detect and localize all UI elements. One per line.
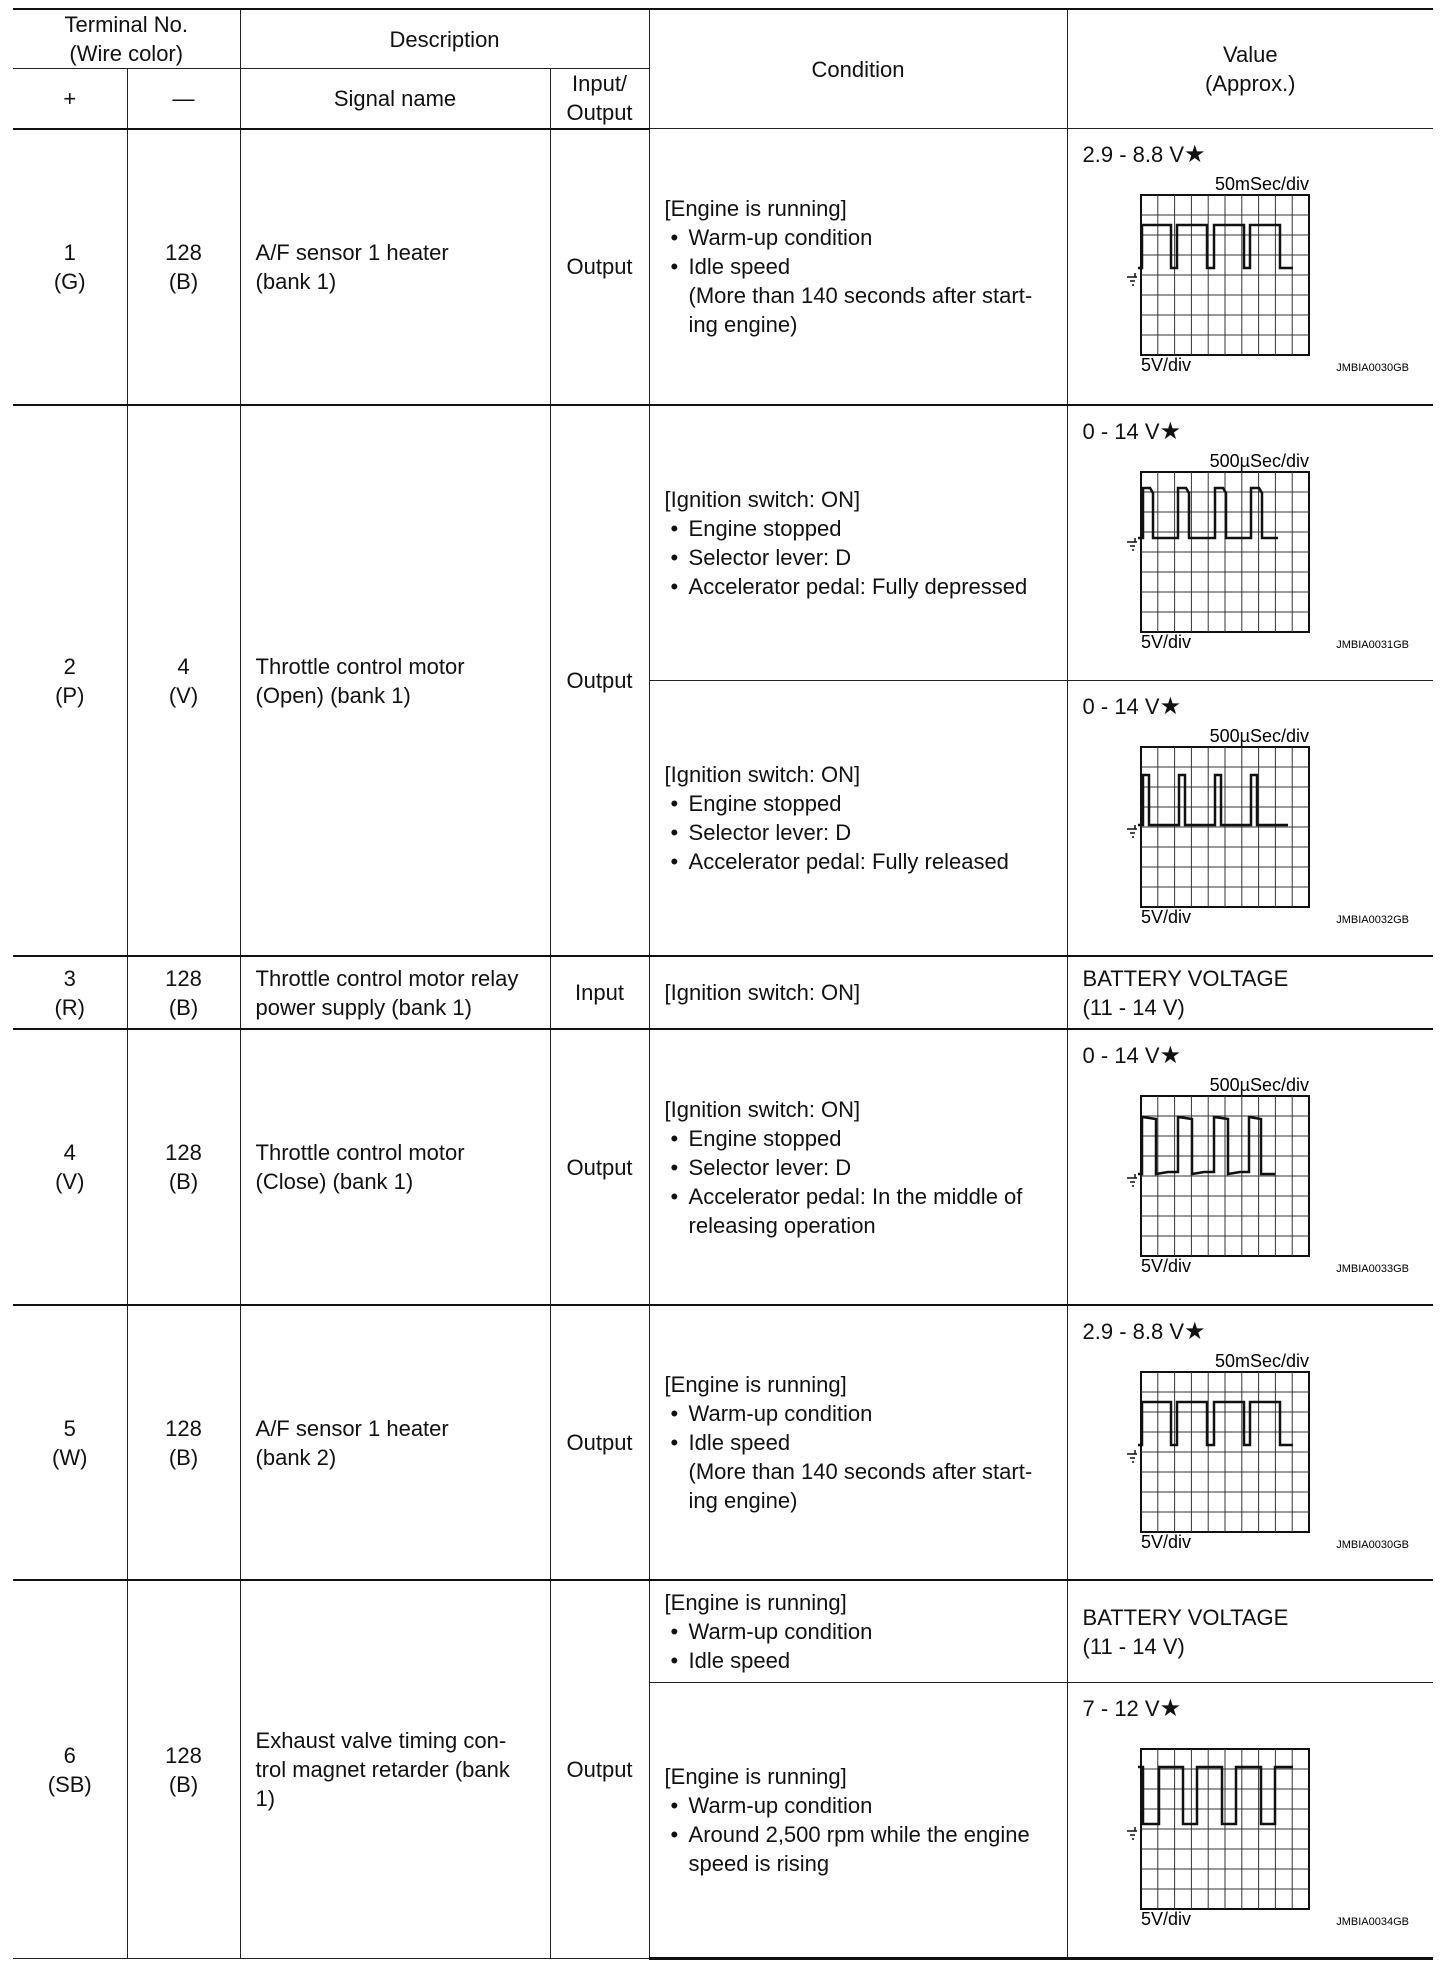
waveform-trace <box>1138 1117 1275 1174</box>
condition-bullet: • Around 2,500 rpm while the engine speed is rising <box>665 1820 1059 1878</box>
oscilloscope-waveform <box>1083 1725 1426 1930</box>
volts-per-div-label: 5V/div <box>1140 1256 1191 1277</box>
terminal-plus: 1 (G) <box>13 129 127 405</box>
condition-bullet: • Selector lever: D <box>665 818 1059 847</box>
signal-name: Exhaust valve timing con- trol magnet retarder (bank 1) <box>240 1580 550 1958</box>
terminal-minus: 128 (B) <box>127 129 240 405</box>
condition: [Ignition switch: ON] • Engine stopped • Selector lever: D • Accelerator pedal: In the middle of releasing operation <box>649 1029 1067 1304</box>
condition-bullet: • Warm-up condition <box>665 223 1059 252</box>
signal-name: Throttle control motor (Close) (bank 1) <box>240 1029 550 1304</box>
timebase-label: 500µSec/div <box>1209 1075 1309 1096</box>
value-range: 0 - 14 V <box>1082 419 1160 445</box>
value-range: 0 - 14 V <box>1082 1043 1160 1069</box>
condition-bullet: • Engine stopped <box>665 514 1059 543</box>
terminal-minus: 128 (B) <box>127 1029 240 1304</box>
condition-bullet: • Warm-up condition <box>665 1791 1059 1820</box>
figure-code: JMBIA0030GB <box>1335 362 1409 375</box>
oscilloscope-waveform <box>1083 723 1426 928</box>
value-cell <box>1067 1029 1433 1304</box>
terminal-plus: 6 (SB) <box>13 1580 127 1958</box>
condition: [Ignition switch: ON] • Engine stopped • Selector lever: D • Accelerator pedal: Fully depressed <box>649 405 1067 680</box>
condition-bullet: • Accelerator pedal: In the middle of releasing operation <box>665 1182 1059 1240</box>
figure-code: JMBIA0033GB <box>1335 1263 1409 1276</box>
timebase-label: 500µSec/div <box>1209 726 1309 747</box>
condition-bullet: • Warm-up condition <box>665 1399 1059 1428</box>
figure-code: JMBIA0031GB <box>1335 639 1409 652</box>
value-cell <box>1067 1683 1433 1959</box>
value-header: Value (Approx.) <box>1067 9 1433 129</box>
volts-per-div-label: 5V/div <box>1140 1909 1191 1930</box>
condition-bullet: • Engine stopped <box>665 789 1059 818</box>
condition-bullet: • Accelerator pedal: Fully released <box>665 847 1059 876</box>
condition: [Ignition switch: ON] • Engine stopped • Selector lever: D • Accelerator pedal: Fully released <box>649 681 1067 956</box>
condition: [Ignition switch: ON] <box>649 956 1067 1029</box>
condition-bullet: • Idle speed <box>665 1646 1059 1675</box>
value-cell: BATTERY VOLTAGE (11 - 14 V) <box>1067 956 1433 1029</box>
io-type: Output <box>550 129 649 405</box>
condition-bullet: • Idle speed (More than 140 seconds after start- ing engine) <box>665 252 1059 339</box>
waveform-trace <box>1138 1767 1293 1824</box>
star-icon: ★ <box>1159 1042 1182 1070</box>
oscilloscope-waveform <box>1083 171 1426 376</box>
value-cell: BATTERY VOLTAGE (11 - 14 V) <box>1067 1580 1433 1683</box>
figure-code: JMBIA0034GB <box>1335 1916 1409 1929</box>
condition: [Engine is running] • Warm-up condition • Idle speed (More than 140 seconds after start- ing engine) <box>649 129 1067 405</box>
oscilloscope-waveform <box>1083 1348 1426 1553</box>
timebase-label: 500µSec/div <box>1209 451 1309 472</box>
signal-name: A/F sensor 1 heater (bank 2) <box>240 1305 550 1580</box>
condition: [Engine is running] • Warm-up condition • Idle speed <box>649 1580 1067 1683</box>
condition-bullet: • Accelerator pedal: Fully depressed <box>665 572 1059 601</box>
condition-bullet: • Engine stopped <box>665 1124 1059 1153</box>
value-range: 2.9 - 8.8 V <box>1082 1318 1185 1344</box>
condition-header: Condition <box>649 9 1067 129</box>
terminal-minus: 4 (V) <box>127 405 240 956</box>
signal-name: Throttle control motor (Open) (bank 1) <box>240 405 550 956</box>
volts-per-div-label: 5V/div <box>1140 355 1191 376</box>
star-icon: ★ <box>1159 418 1182 446</box>
signal-name: A/F sensor 1 heater (bank 1) <box>240 129 550 405</box>
input-output-header: Input/ Output <box>550 69 649 129</box>
value-cell <box>1067 405 1433 680</box>
terminal-minus: 128 (B) <box>127 1305 240 1580</box>
timebase-label: 50mSec/div <box>1214 174 1309 195</box>
condition-bullet: • Idle speed (More than 140 seconds after start- ing engine) <box>665 1428 1059 1515</box>
terminal-plus: 5 (W) <box>13 1305 127 1580</box>
volts-per-div-label: 5V/div <box>1140 632 1191 653</box>
star-icon: ★ <box>1159 693 1182 721</box>
condition-bullet: • Warm-up condition <box>665 1617 1059 1646</box>
terminal-minus: 128 (B) <box>127 1580 240 1958</box>
description-header: Description <box>240 9 649 69</box>
condition-bullet: • Selector lever: D <box>665 1153 1059 1182</box>
terminal-no-header: Terminal No. (Wire color) <box>13 9 240 69</box>
oscilloscope-waveform <box>1083 1072 1426 1277</box>
terminal-plus: 3 (R) <box>13 956 127 1029</box>
star-icon: ★ <box>1184 141 1206 169</box>
value-cell <box>1067 1305 1433 1580</box>
io-type: Output <box>550 1305 649 1580</box>
io-type: Output <box>550 405 649 956</box>
value-cell <box>1067 681 1433 956</box>
value-range: 2.9 - 8.8 V <box>1082 142 1185 168</box>
value-cell <box>1067 129 1433 405</box>
waveform-trace <box>1138 775 1288 825</box>
ecm-terminal-table <box>13 8 1433 1960</box>
condition: [Engine is running] • Warm-up condition • Idle speed (More than 140 seconds after start- ing engine) <box>649 1305 1067 1580</box>
oscilloscope-waveform <box>1083 448 1426 653</box>
figure-code: JMBIA0032GB <box>1335 914 1409 927</box>
signal-name: Throttle control motor relay power supply (bank 1) <box>240 956 550 1029</box>
star-icon: ★ <box>1159 1695 1182 1723</box>
io-type: Output <box>550 1029 649 1304</box>
terminal-minus: 128 (B) <box>127 956 240 1029</box>
volts-per-div-label: 5V/div <box>1140 907 1191 928</box>
figure-code: JMBIA0030GB <box>1335 1538 1409 1551</box>
io-type: Input <box>550 956 649 1029</box>
star-icon: ★ <box>1184 1317 1206 1345</box>
value-range: 0 - 14 V <box>1082 694 1160 720</box>
waveform-trace <box>1138 225 1293 268</box>
waveform-trace <box>1138 1402 1293 1445</box>
condition: [Engine is running] • Warm-up condition • Around 2,500 rpm while the engine speed is rising <box>649 1683 1067 1959</box>
minus-header: — <box>127 69 240 129</box>
terminal-plus: 2 (P) <box>13 405 127 956</box>
condition-bullet: • Selector lever: D <box>665 543 1059 572</box>
value-range: 7 - 12 V <box>1082 1696 1160 1722</box>
volts-per-div-label: 5V/div <box>1140 1531 1191 1552</box>
plus-header: + <box>13 69 127 129</box>
terminal-plus: 4 (V) <box>13 1029 127 1304</box>
signal-name-header: Signal name <box>240 69 550 129</box>
timebase-label: 50mSec/div <box>1214 1350 1309 1371</box>
io-type: Output <box>550 1580 649 1958</box>
